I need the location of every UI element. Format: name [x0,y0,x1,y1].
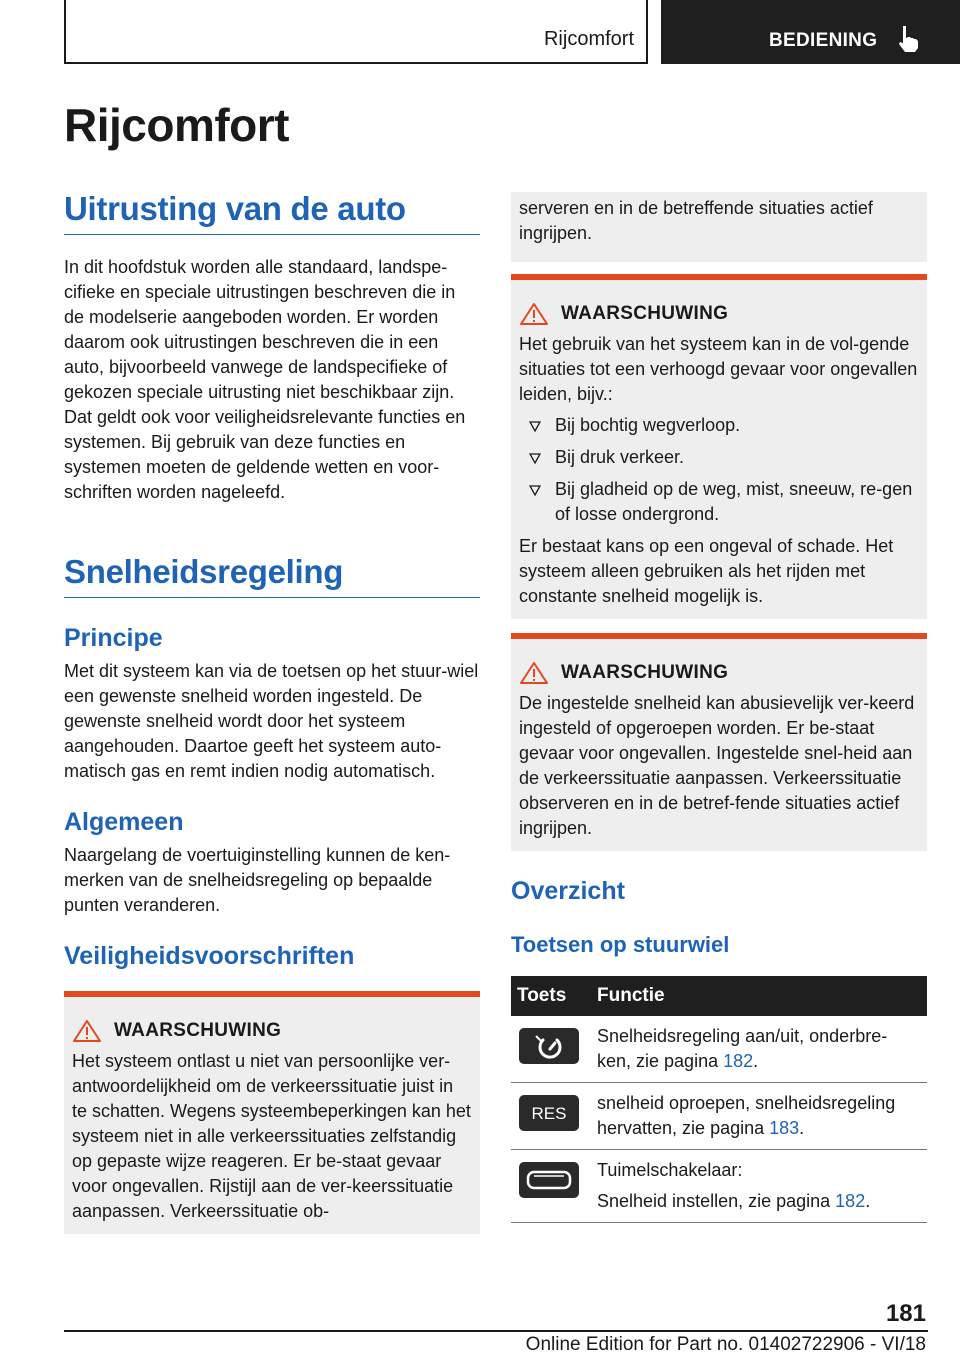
header-section-box [64,0,648,64]
heading-steering-keys: Toetsen op stuurwiel [511,932,730,957]
bullet-triangle-icon [529,485,541,496]
header-chapter-title: BEDIENING [769,30,878,51]
right-column [511,192,927,1223]
page-number: 181 [885,1300,926,1327]
heading-speed-control: Snelheidsregeling [64,553,480,598]
paragraph-principle: Met dit systeem kan via de toetsen op het stuur-wiel een gewenste snelheid worden ingesteld. De gewenste snelheid wordt door het systeem aangehouden. Daartoe geeft het systeem auto-matisch gas en remt indien nodig automatisch. [64,661,479,781]
res-icon: RES [519,1095,579,1131]
warning-text: Het systeem ontlast u niet van persoonlijke ver-antwoordelijkheid om de verkeerssituatie juist in te schatten. Wegens systeembeperkingen kan het systeem niet in alle verkeerssituaties zelfstandig op gepaste wijze reageren. Er be-staat gevaar voor ongevallen. Rijstijl aan de ver-keerssituatie aanpassen. Verkeerssituatie ob- [72,1051,471,1221]
warning-triangle-icon [72,1019,102,1043]
page-link[interactable]: 183 [769,1118,800,1138]
table-row [511,1083,927,1150]
warning-text: De ingestelde snelheid kan abusievelijk ver-keerd ingesteld of opgeroepen worden. Er be-staat gevaar voor ongevallen. Ingestelde snel-heid aan de verkeerssituatie aanpassen. Verkeerssituatie observeren en in de betref-fende situaties actief ingrijpen. [519,693,915,838]
warning-list [519,413,919,527]
heading-principle: Principe [64,624,163,652]
paragraph-equipment: In dit hoofdstuk worden alle standaard, landspe-cifieke en speciale uitrustingen beschreven die in de modelserie aangeboden worden. Er worden daarom ook uitrustingen beschreven die in een auto, bijvoorbeeld vanwege de landspecifieke of gekozen speciale uitrusting niet beschikbaar zijn. Dat geldt ook voor veiligheidsrelevante functies en systemen. Bij gebruik van deze functies en systemen moeten de geldende wetten en voor-schriften worden nageleefd. [64,257,466,502]
page-link[interactable]: 182 [723,1051,754,1071]
function-cell: snelheid oproepen, snelheidsregeling hervatten, zie pagina 183. [591,1083,927,1150]
warning-box [64,991,480,1234]
edition-note: Online Edition for Part no. 01402722906 - VI/18 [525,1334,926,1355]
warning-title: WAARSCHUWING [561,303,729,324]
footer-divider [64,1330,928,1332]
column-header-key: Toets [511,976,591,1016]
page-title: Rijcomfort [64,99,289,151]
column-header-function: Functie [591,976,927,1016]
warning-title: WAARSCHUWING [114,1020,282,1041]
heading-overview: Overzicht [511,877,625,905]
hand-pointer-icon [895,24,921,54]
paragraph-general: Naargelang de voertuiginstelling kunnen de ken-merken van de snelheidsregeling op bepaalde punten veranderen. [64,845,451,915]
warning-triangle-icon [519,661,549,685]
bullet-triangle-icon [529,421,541,432]
warning-triangle-icon [519,302,549,326]
table-row [511,1016,927,1083]
left-column [64,190,480,1234]
warning-text-continued: serveren en in de betreffende situaties actief ingrijpen. [519,198,873,243]
heading-general: Algemeen [64,808,184,836]
warning-box [511,633,927,851]
function-cell: Snelheidsregeling aan/uit, onderbre-ken, zie pagina 182. [591,1016,927,1083]
list-item: Bij bochtig wegverloop. [519,413,919,438]
warning-box-continued [511,192,927,262]
heading-equipment: Uitrusting van de auto [64,190,480,235]
warning-intro: Het gebruik van het systeem kan in de vol-gende situaties tot een verhoogd gevaar voor ongevallen leiden, bijv.: [519,334,918,404]
list-item: Bij gladheid op de weg, mist, sneeuw, re-gen of losse ondergrond. [519,477,919,527]
warning-title: WAARSCHUWING [561,662,729,683]
page-link[interactable]: 182 [835,1191,866,1211]
table-row [511,1150,927,1223]
keys-table [511,976,927,1223]
header-section-title: Rijcomfort [543,28,634,50]
list-item: Bij druk verkeer. [519,445,919,470]
header-chapter-box [661,0,960,64]
warning-outro: Er bestaat kans op een ongeval of schade. Het systeem alleen gebruiken als het rijden met constante snelheid mogelijk is. [519,536,894,606]
heading-safety: Veiligheidsvoorschriften [64,942,355,970]
bullet-triangle-icon [529,453,541,464]
cruise-control-icon [519,1028,579,1064]
warning-box [511,274,927,619]
rocker-switch-icon [519,1162,579,1198]
function-cell: Tuimelschakelaar: Snelheid instellen, zie pagina 182. [591,1150,927,1223]
